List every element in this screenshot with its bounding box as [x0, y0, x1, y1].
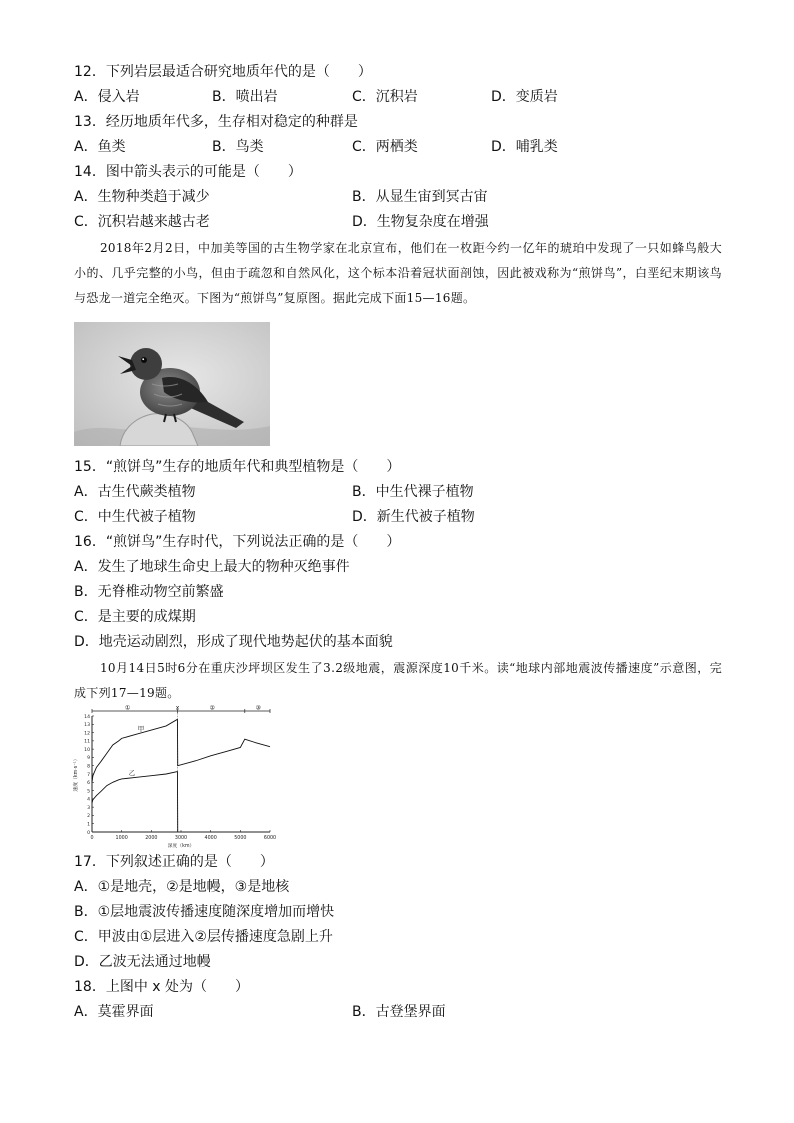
chart-labels — [72, 725, 194, 849]
q13-option-c: C．两栖类 — [352, 139, 418, 155]
q17-option-c: C．甲波由①层进入②层传播速度急剧上升 — [74, 929, 333, 945]
q17-option-a: A．①是地壳，②是地幔，③是地核 — [74, 879, 290, 895]
zone-label: ③ — [255, 704, 261, 712]
x-tick-label: 0 — [90, 836, 94, 841]
q12-stem: 12．下列岩层最适合研究地质年代的是（ ） — [74, 64, 372, 80]
x-tick-label: 4000 — [204, 836, 217, 841]
pancake-bird-photo — [74, 322, 270, 446]
passage-pancake-bird: 2018年2月2日，中加美等国的古生物学家在北京宣布，他们在一枚距今约一亿年的琥珀中发现了一只如蜂鸟般大小的、几乎完整的小鸟，但由于疏忽和自然风化，这个标本沿着冠状面剖蚀，因此被戏称为“煎饼鸟”，白垩纪末期该鸟与恐龙一道完全绝灭。下图为“煎饼鸟”复原图。据此完成下面15—16题。 — [74, 241, 722, 305]
y-tick-label: 8 — [87, 764, 90, 770]
q16-option-b: B．无脊椎动物空前繁盛 — [74, 584, 224, 600]
y-tick-label: 14 — [84, 714, 90, 720]
q16-option-d: D．地壳运动剧烈，形成了现代地势起伏的基本面貌 — [74, 634, 393, 650]
q18-option-b: B．古登堡界面 — [352, 1004, 446, 1020]
q14-option-b: B．从显生宙到冥古宙 — [352, 189, 488, 205]
chart-axes — [84, 714, 276, 841]
x-tick-label: 6000 — [263, 836, 277, 841]
series-label: 乙 — [128, 768, 136, 777]
zone-label: ② — [209, 704, 215, 712]
q18-stem: 18．上图中 x 处为（ ） — [74, 979, 249, 995]
chart-zones — [92, 705, 270, 833]
q16-stem: 16．“煎饼鸟”生存时代，下列说法正确的是（ ） — [74, 534, 401, 550]
q13-option-b: B．鸟类 — [212, 139, 264, 155]
x-tick-label: 5000 — [234, 836, 247, 841]
y-tick-label: 4 — [87, 797, 90, 803]
y-tick-label: 2 — [87, 814, 90, 820]
y-axis-title: 速度（km·s⁻¹） — [74, 756, 79, 792]
y-tick-label: 0 — [87, 830, 90, 836]
q14-option-c: C．沉积岩越来越古老 — [74, 214, 210, 230]
series-line-yi — [92, 772, 178, 832]
q13-option-a: A．鱼类 — [74, 139, 126, 155]
bird-illustration — [74, 322, 270, 446]
y-tick-label: 12 — [84, 731, 90, 737]
q14-option-a: A．生物种类趋于减少 — [74, 189, 210, 205]
y-tick-label: 13 — [84, 723, 90, 729]
q18-option-a: A．莫霍界面 — [74, 1004, 154, 1020]
q14-stem: 14．图中箭头表示的可能是（ ） — [74, 164, 302, 180]
series-line-jia — [92, 719, 270, 782]
x-axis-title: 深度（km） — [167, 844, 195, 849]
zone-label: x — [175, 704, 180, 712]
chart-series — [92, 719, 270, 832]
q15-option-c: C．中生代被子植物 — [74, 509, 196, 525]
zone-label: ① — [124, 704, 131, 712]
x-tick-label: 2000 — [145, 836, 158, 841]
y-tick-label: 5 — [87, 789, 90, 795]
q16-option-a: A．发生了地球生命史上最大的物种灭绝事件 — [74, 559, 350, 575]
q12-option-d: D．变质岩 — [491, 89, 558, 105]
y-tick-label: 7 — [87, 772, 90, 778]
y-tick-label: 6 — [87, 781, 90, 787]
q17-option-b: B．①层地震波传播速度随深度增加而增快 — [74, 904, 335, 920]
q12-option-b: B．喷出岩 — [212, 89, 278, 105]
x-tick-label: 1000 — [115, 836, 128, 841]
x-tick-label: 3000 — [174, 836, 188, 841]
q13-stem: 13．经历地质年代多，生存相对稳定的种群是 — [74, 114, 358, 130]
q13-option-d: D．哺乳类 — [491, 139, 558, 155]
y-tick-label: 10 — [84, 747, 90, 753]
q17-stem: 17．下列叙述正确的是（ ） — [74, 854, 274, 870]
q16-option-c: C．是主要的成煤期 — [74, 609, 196, 625]
q14-option-d: D．生物复杂度在增强 — [352, 214, 489, 230]
q15-stem: 15．“煎饼鸟”生存的地质年代和典型植物是（ ） — [74, 459, 401, 475]
y-tick-label: 3 — [87, 805, 90, 811]
q15-option-a: A．古生代蕨类植物 — [74, 484, 196, 500]
y-tick-label: 1 — [87, 822, 90, 828]
series-label: 甲 — [137, 724, 145, 733]
q15-option-d: D．新生代被子植物 — [352, 509, 475, 525]
q17-option-d: D．乙波无法通过地幔 — [74, 954, 211, 970]
q15-option-b: B．中生代裸子植物 — [352, 484, 474, 500]
passage-earthquake: 10月14日5时6分在重庆沙坪坝区发生了3.2级地震，震源深度10千米。读“地球内部地震波传播速度”示意图，完成下列17—19题。 — [74, 661, 722, 700]
q12-option-c: C．沉积岩 — [352, 89, 418, 105]
seismic-wave-chart — [70, 704, 280, 852]
y-tick-label: 9 — [87, 756, 90, 762]
y-tick-label: 11 — [84, 739, 90, 745]
q12-option-a: A．侵入岩 — [74, 89, 140, 105]
